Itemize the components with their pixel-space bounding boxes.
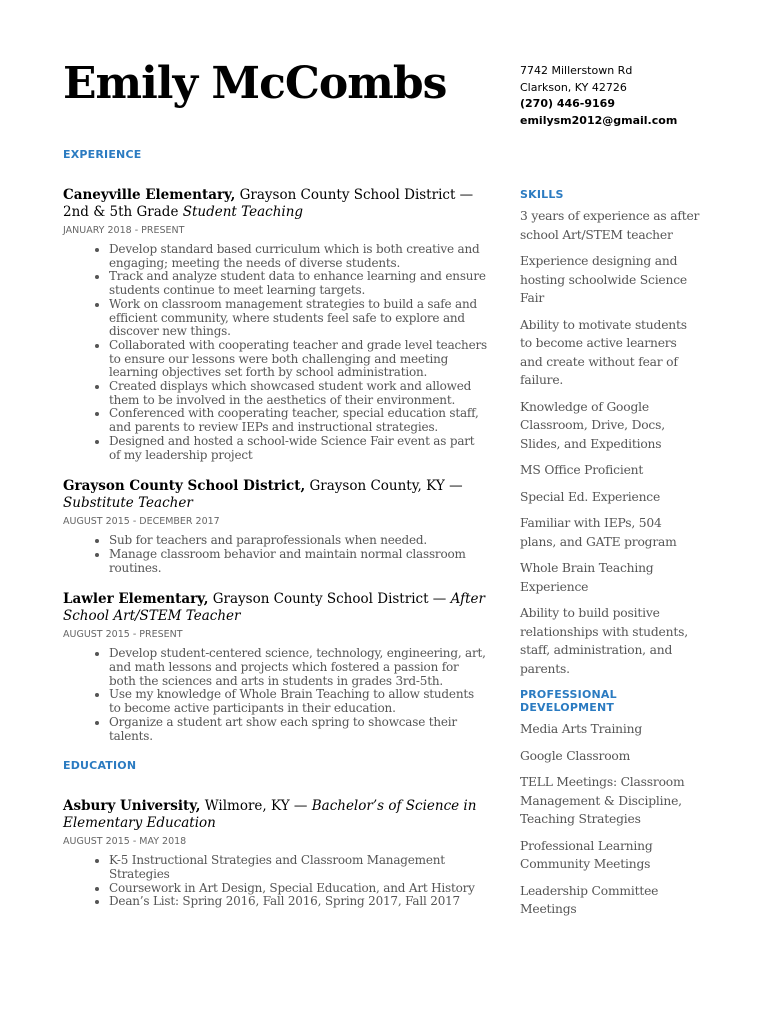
- skill-item: Experience designing and hosting schoolwide Science Fair: [520, 254, 687, 305]
- address-line-2: Clarkson, KY 42726: [520, 80, 627, 94]
- bullet: • Work on classroom management strategies to build a safe and efficient community, where students feel safe to explore and discover new things.: [109, 298, 488, 339]
- pd-item: TELL Meetings: Classroom Management & Discipline, Teaching Strategies: [520, 775, 685, 826]
- job-org: Lawler Elementary,: [63, 591, 209, 608]
- skill-item: Familiar with IEPs, 504 plans, and GATE program: [520, 516, 677, 549]
- job-bullets: [63, 243, 488, 462]
- job-location: Grayson County School District —: [208, 591, 451, 608]
- experience-entry: [63, 478, 488, 575]
- job-bullets: [63, 534, 488, 575]
- sidebar-column: [520, 188, 700, 927]
- skill-item: Ability to build positive relationships with students, staff, administration, and parents.: [520, 606, 688, 676]
- job-date: AUGUST 2015 - PRESENT: [63, 629, 183, 641]
- experience-entry: [63, 591, 488, 743]
- school-title: [63, 798, 488, 832]
- pd-item: Professional Learning Community Meetings: [520, 838, 653, 871]
- bullet: • Dean’s List: Spring 2016, Fall 2016, Spring 2017, Fall 2017: [109, 895, 488, 909]
- bullet: • Sub for teachers and paraprofessionals when needed.: [109, 534, 488, 548]
- job-location: Grayson County, KY —: [305, 478, 463, 495]
- address-line-1: 7742 Millerstown Rd: [520, 64, 633, 77]
- school-org: Asbury University,: [63, 798, 201, 815]
- experience-entry: [63, 187, 488, 462]
- job-date: JANUARY 2018 - PRESENT: [63, 225, 185, 236]
- bullet: • Organize a student art show each spring to showcase their talents.: [109, 716, 488, 743]
- skill-item: Special Ed. Experience: [520, 489, 661, 504]
- bullet: • Conferenced with cooperating teacher, special education staff, and parents to review IEPs and instructional strategies.: [109, 407, 488, 434]
- email: emilysm2012@gmail.com: [520, 113, 678, 127]
- bullet: • Coursework in Art Design, Special Education, and Art History: [109, 882, 488, 896]
- bullet: • Manage classroom behavior and maintain normal classroom routines.: [109, 548, 488, 575]
- job-bullets: [63, 647, 488, 743]
- bullet: • K-5 Instructional Strategies and Classroom Management Strategies: [109, 854, 488, 881]
- job-title: [63, 591, 488, 625]
- skill-item: MS Office Proficient: [520, 463, 644, 477]
- bullet: • Designed and hosted a school-wide Science Fair event as part of my leadership project: [109, 435, 488, 462]
- phone: (270) 446-9169: [520, 97, 615, 110]
- bullet: • Use my knowledge of Whole Brain Teaching to allow students to become active participants in their education.: [109, 688, 488, 715]
- bullet: • Collaborated with cooperating teacher and grade level teachers to ensure our lessons were both challenging and meeting learning objectives set forth by school administration.: [109, 339, 488, 380]
- education-heading: EDUCATION: [63, 759, 137, 773]
- bullet: • Created displays which showcased student work and allowed them to be involved in the aesthetics of their environment.: [109, 380, 488, 407]
- job-role: After School Art/STEM Teacher: [63, 591, 485, 625]
- bullet: • Develop student-centered science, technology, engineering, art, and math lessons and projects which fostered a passion for both the sciences and arts in students in grades 3rd-5th.: [109, 647, 488, 688]
- education-entry: [63, 798, 488, 909]
- skill-item: Whole Brain Teaching Experience: [520, 561, 654, 594]
- pd-item: Media Arts Training: [520, 722, 643, 736]
- school-bullets: [63, 854, 488, 909]
- contact-block: [520, 63, 677, 129]
- job-date: AUGUST 2015 - DECEMBER 2017: [63, 516, 220, 528]
- job-role: Student Teaching: [182, 204, 304, 220]
- skill-item: Ability to motivate students to become active learners and create without fear of failure.: [520, 317, 687, 387]
- job-location: Grayson County School District — 2nd & 5th Grade: [63, 187, 474, 220]
- job-org: Caneyville Elementary,: [63, 187, 236, 203]
- professional-development-heading: PROFESSIONAL DEVELOPMENT: [520, 688, 617, 714]
- job-role: Substitute Teacher: [63, 495, 193, 512]
- job-org: Grayson County School District,: [63, 478, 306, 495]
- skill-item: 3 years of experience as after school Art/STEM teacher: [520, 209, 700, 242]
- school-date: AUGUST 2015 - MAY 2018: [63, 836, 187, 848]
- school-degree: Bachelor’s of Science in Elementary Education: [63, 798, 477, 832]
- pd-item: Google Classroom: [520, 748, 631, 763]
- pd-item: Leadership Committee Meetings: [520, 883, 659, 916]
- experience-heading: EXPERIENCE: [63, 148, 142, 161]
- main-column: [63, 148, 488, 925]
- school-location: Wilmore, KY —: [200, 798, 312, 815]
- bullet: • Develop standard based curriculum which is both creative and engaging; meeting the needs of diverse students.: [109, 243, 488, 270]
- skill-item: Knowledge of Google Classroom, Drive, Docs, Slides, and Expeditions: [520, 399, 665, 451]
- skills-heading: SKILLS: [520, 188, 564, 201]
- bullet: • Track and analyze student data to enhance learning and ensure students continue to meet learning targets.: [109, 270, 488, 297]
- job-title: [63, 478, 488, 512]
- job-title: [63, 187, 488, 221]
- resume-name: Emily McCombs: [63, 58, 447, 109]
